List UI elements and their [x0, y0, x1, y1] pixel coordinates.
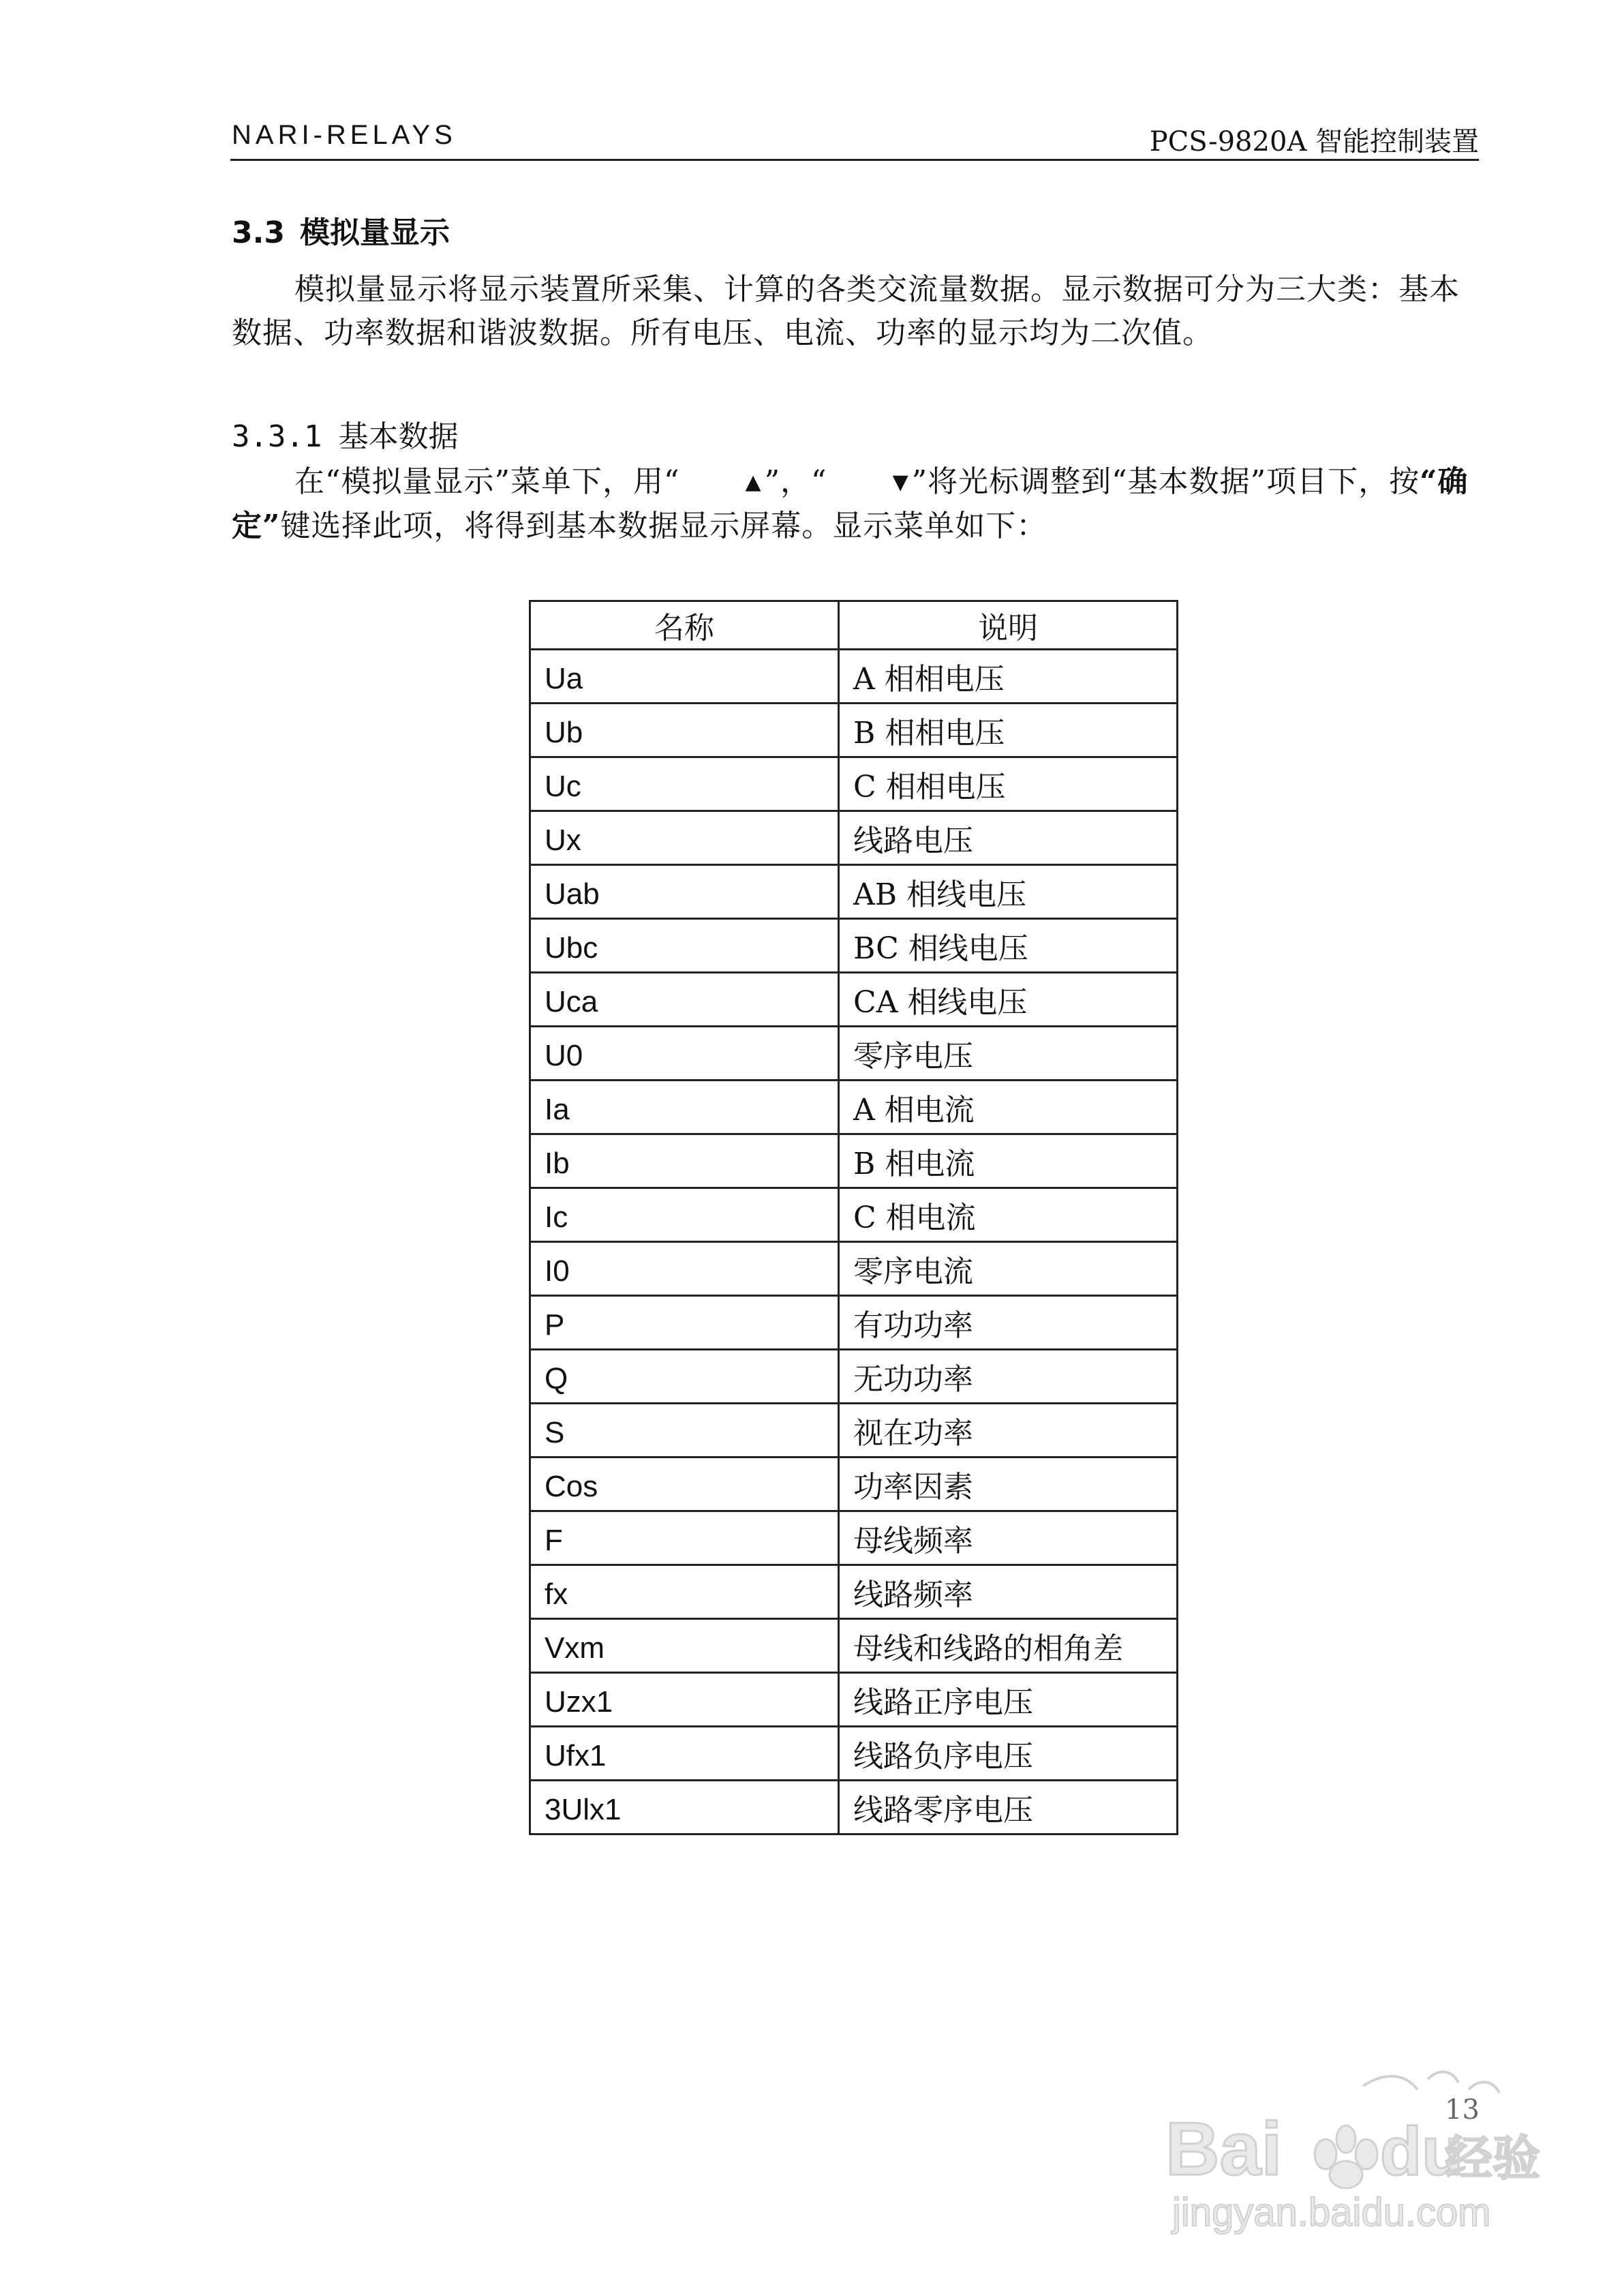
column-header-name: 名称	[530, 601, 839, 650]
table-row	[530, 1027, 1178, 1081]
cell-name: Uc	[530, 757, 839, 811]
subsection-heading	[232, 412, 458, 455]
header-product: PCS-9820A 智能控制装置	[1149, 126, 1479, 157]
cell-name: Uab	[530, 865, 839, 919]
table-row	[530, 1350, 1178, 1404]
cell-name: P	[530, 1296, 839, 1350]
cell-name: U0	[530, 1027, 839, 1081]
cell-name: Ub	[530, 704, 839, 757]
subsection-instruction	[232, 460, 1483, 548]
triangle-up-icon: ▲	[745, 470, 762, 494]
watermark-jingyan: 经验	[1445, 2130, 1540, 2186]
cell-name: Vxm	[530, 1619, 839, 1673]
table-row	[530, 1781, 1178, 1834]
table-row	[530, 1511, 1178, 1565]
table-row	[530, 1081, 1178, 1134]
cell-name: F	[530, 1511, 839, 1565]
cell-description: 功率因素	[839, 1457, 1178, 1511]
header-company: NARI-RELAYS	[232, 120, 457, 150]
table-row	[530, 1404, 1178, 1457]
cell-name: Ufx1	[530, 1727, 839, 1781]
table-row	[530, 1242, 1178, 1296]
cell-name: Q	[530, 1350, 839, 1404]
cell-description: B 相相电压	[839, 704, 1178, 757]
parameter-table	[529, 600, 1178, 1835]
subsection-title: 基本数据	[338, 419, 459, 454]
cell-name: Uca	[530, 973, 839, 1027]
table-row	[530, 919, 1178, 973]
cell-name: Cos	[530, 1457, 839, 1511]
paw-icon	[1315, 2126, 1377, 2188]
cell-name: Ua	[530, 650, 839, 704]
cell-name: Uzx1	[530, 1673, 839, 1727]
cell-description: 零序电压	[839, 1027, 1178, 1081]
cell-description: 有功功率	[839, 1296, 1178, 1350]
cell-description: 母线频率	[839, 1511, 1178, 1565]
table-row	[530, 757, 1178, 811]
instruction-text-1: 在“模拟量显示”菜单下，用“	[294, 464, 680, 499]
table-row	[530, 973, 1178, 1027]
table-row	[530, 704, 1178, 757]
cell-name: Ux	[530, 811, 839, 865]
cell-description: 线路电压	[839, 811, 1178, 865]
instruction-text-4: 键选择此项，将得到基本数据显示屏幕。显示菜单如下：	[280, 509, 1047, 543]
cell-description: C 相电流	[839, 1188, 1178, 1242]
cell-name: I0	[530, 1242, 839, 1296]
cell-description: CA 相线电压	[839, 973, 1178, 1027]
cell-name: Ubc	[530, 919, 839, 973]
cell-description: 线路频率	[839, 1565, 1178, 1619]
table-row	[530, 1673, 1178, 1727]
column-header-description: 说明	[839, 601, 1178, 650]
instruction-text-2: ”，“	[764, 464, 827, 499]
header-rule	[230, 159, 1479, 161]
table-row	[530, 1457, 1178, 1511]
section-intro: 模拟量显示将显示装置所采集、计算的各类交流量数据。显示数据可分为三大类：基本数据、功率数据和谐波数据。所有电压、电流、功率的显示均为二次值。	[232, 272, 1460, 350]
table-row	[530, 650, 1178, 704]
watermark-brand-du: du	[1380, 2113, 1464, 2190]
section-number: 3.3	[232, 215, 285, 250]
cell-name: Ic	[530, 1188, 839, 1242]
cell-description: 母线和线路的相角差	[839, 1619, 1178, 1673]
watermark-url: jingyan.baidu.com	[1172, 2190, 1491, 2235]
table-row	[530, 1727, 1178, 1781]
baidu-jingyan-watermark	[1159, 2059, 1540, 2263]
cell-name: Ia	[530, 1081, 839, 1134]
cell-description: BC 相线电压	[839, 919, 1178, 973]
subsection-number: 3.3.1	[232, 419, 322, 454]
triangle-down-icon: ▼	[892, 470, 909, 494]
cell-name: 3Ulx1	[530, 1781, 839, 1834]
watermark-brand: Bai	[1165, 2107, 1283, 2191]
cell-description: 线路零序电压	[839, 1781, 1178, 1834]
table-row	[530, 865, 1178, 919]
cell-description: A 相电流	[839, 1081, 1178, 1134]
confirm-key-term: “确定”	[232, 464, 1469, 543]
table-row	[530, 1619, 1178, 1673]
cell-description: 视在功率	[839, 1404, 1178, 1457]
table-row	[530, 811, 1178, 865]
cell-description: AB 相线电压	[839, 865, 1178, 919]
section-title: 模拟量显示	[299, 215, 450, 250]
cell-name: Ib	[530, 1134, 839, 1188]
cell-description: B 相电流	[839, 1134, 1178, 1188]
cell-description: 线路正序电压	[839, 1673, 1178, 1727]
cell-description: 无功功率	[839, 1350, 1178, 1404]
cell-name: S	[530, 1404, 839, 1457]
page-number: 13	[1445, 2094, 1480, 2126]
instruction-text-3: ”将光标调整到“基本数据”项目下，按	[911, 464, 1420, 499]
table-row	[530, 1565, 1178, 1619]
table-row	[530, 1134, 1178, 1188]
table-row	[530, 1296, 1178, 1350]
cell-description: C 相相电压	[839, 757, 1178, 811]
table-header-row	[530, 601, 1178, 650]
cell-description: A 相相电压	[839, 650, 1178, 704]
section-heading	[232, 208, 450, 252]
cell-description: 线路负序电压	[839, 1727, 1178, 1781]
cell-name: fx	[530, 1565, 839, 1619]
table-row	[530, 1188, 1178, 1242]
cell-description: 零序电流	[839, 1242, 1178, 1296]
